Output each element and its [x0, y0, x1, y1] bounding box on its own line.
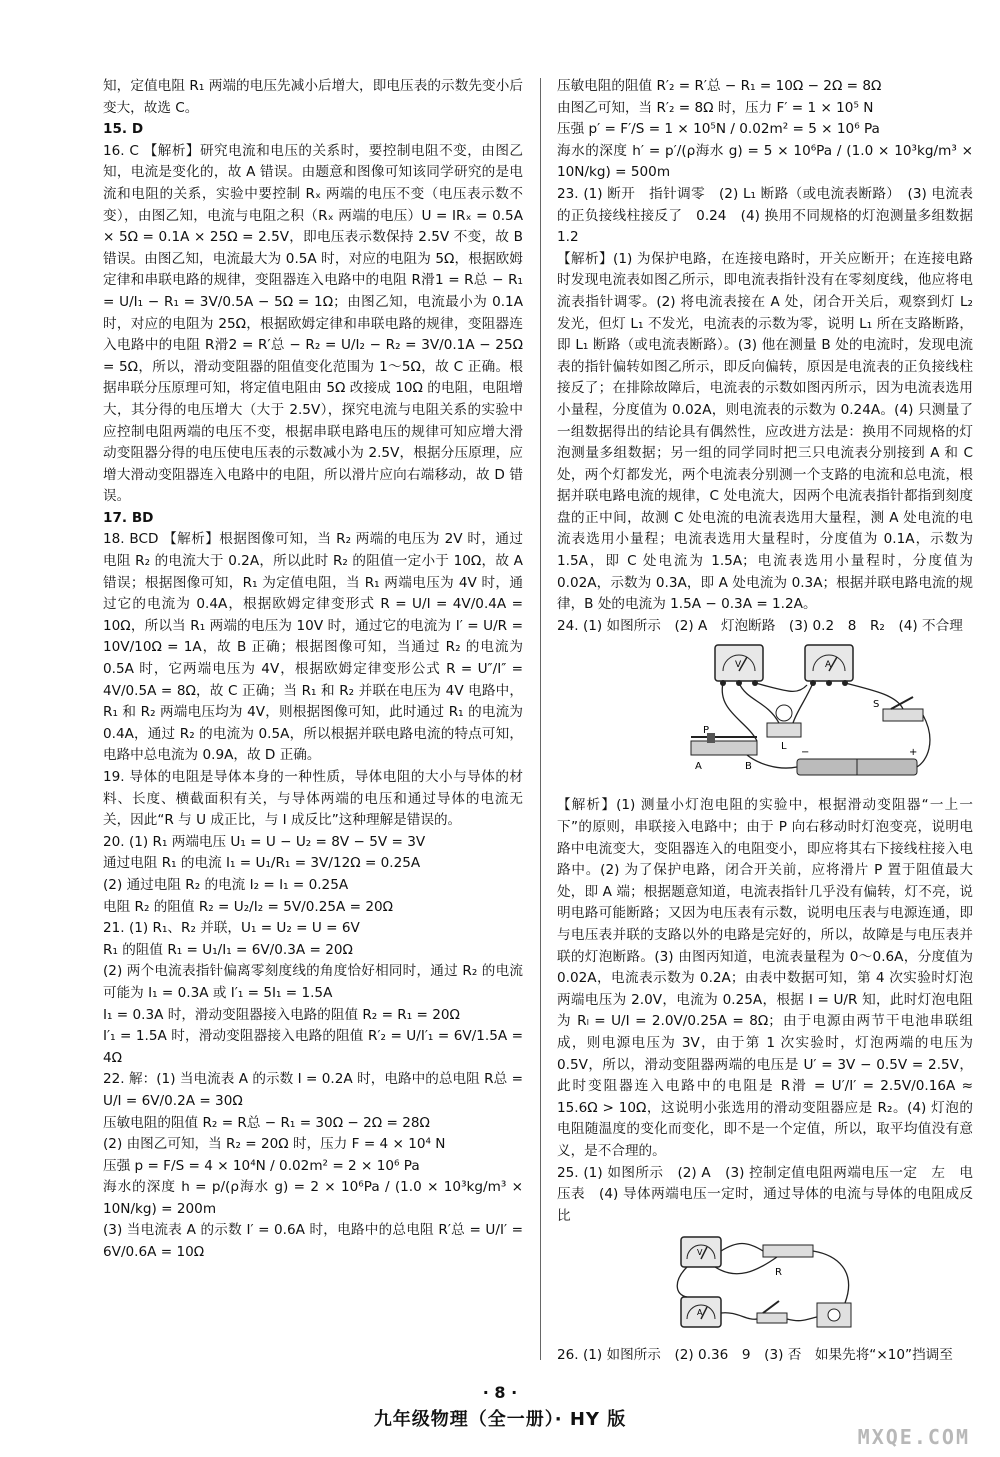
lamp-icon — [767, 705, 801, 752]
answer-14-continued: 知，定值电阻 R₁ 两端的电压先减小后增大，即电压表的示数先变小后变大，故选 C。 — [103, 78, 523, 116]
answer-24: 24. (1) 如图所示 (2) A 灯泡断路 (3) 0.2 8 R₂ (4) 不合理 — [557, 617, 963, 634]
answer-25: 25. (1) 如图所示 (2) A (3) 控制定值电阻两端电压一定 左 电压表 (4) 导体两端电压一定时，通过导体的电流与导体的电阻成反比 — [557, 1164, 973, 1224]
switch-icon — [873, 697, 923, 721]
lamp-label: L — [781, 741, 787, 753]
rheostat-icon — [691, 725, 757, 772]
resistor-label: R — [775, 1267, 782, 1279]
voltmeter-icon — [681, 1237, 721, 1267]
book-title: 九年级物理（全一册）· HY 版 — [373, 1409, 627, 1430]
answer-18: 18. BCD 【解析】根据图像可知，当 R₂ 两端的电压为 2V 时，通过电阻 R₂ 的电流大于 0.2A，所以此时 R₂ 的阻值一定小于 10Ω，故 A 错误；根据图像可知，R₁ 为定值电阻，当 R₁ 两端电压为 4V 时，通过它的电流为 0.4A，根据欧姆定律变形式 R = U/I = 4V/0.4A = 10Ω，所以当 R₁ 两端的电压为 10V 时，通过它的电流为 I′ = U/R = 10V/10Ω = 1A，故 B 正确；根据图像可知，当通过 R₂ 的电流为 0.5A 时，它两端电压为 4V，根据欧姆定律变形公式 R = U″/I″ = 4V/0.5A = 8Ω，故 C 正确；当 R₁ 和 R₂ 并联在电压为 4V 电路中，R₁ 和 R₂ 两端电压均为 4V，则根据图像可知，此时通过 R₁ 的电流为 0.4A，通过 R₂ 的电流为 0.5A，所以根据并联电路电流的特点可知，电路中总电流为 0.9A，故 D 正确。 — [103, 531, 523, 764]
switch-label: S — [873, 699, 880, 711]
circuit-diagram-25 — [667, 1231, 867, 1341]
answer-26: 26. (1) 如图所示 (2) 0.36 9 (3) 否 如果先将“×10”挡调至 — [557, 1347, 953, 1364]
column-divider — [540, 78, 541, 1360]
rheostat-end-a: A — [695, 761, 702, 773]
watermark: MXQE.COM — [857, 1425, 970, 1449]
circuit-diagram-24 — [687, 641, 947, 791]
answer-22-continued: 压敏电阻的阻值 R′₂ = R′总 − R₁ = 10Ω − 2Ω = 8Ω 由图乙可知，当 R′₂ = 8Ω 时，压力 F′ = 1 × 10⁵ N 压强 p′ = F′/S = 1 × 10⁵N / 0.02m² = 5 × 10⁶ Pa 海水的深度 h′ = p′/(ρ海水 g) = 5 × 10⁶Pa / (1.0 × 10³kg/m³ × 10N/kg) = 500m — [557, 78, 973, 181]
left-column — [103, 76, 523, 1264]
voltmeter-label: V — [735, 660, 742, 671]
answer-21: 21. (1) R₁、R₂ 并联，U₁ = U₂ = U = 6V R₁ 的阻值 R₁ = U₁/I₁ = 6V/0.3A = 20Ω (2) 两个电流表指针偏离零刻度线的角度恰好相同时，通过 R₂ 的电流可能为 I₁ = 0.3A 或 I′₁ = 5I₁ = 1.5A I₁ = 0.3A 时，滑动变阻器接入电路的阻值 R₂ = R₁ = 20Ω I′₁ = 1.5A 时，滑动变阻器接入电路的阻值 R′₂ = U/I′₁ = 6V/1.5A = 4Ω — [103, 920, 523, 1066]
ammeter-label: A — [825, 660, 832, 671]
ammeter-label: A — [697, 1308, 703, 1318]
voltmeter-label: V — [697, 1248, 703, 1258]
answer-15: 15. D — [103, 121, 144, 138]
voltmeter-icon — [715, 645, 763, 686]
power-supply-icon — [817, 1303, 851, 1327]
answer-17: 17. BD — [103, 509, 154, 526]
answer-22: 22. 解：(1) 当电流表 A 的示数 I = 0.2A 时，电路中的总电阻 R总 = U/I = 6V/0.2A = 30Ω 压敏电阻的阻值 R₂ = R总 − R₁ = 30Ω − 2Ω = 28Ω (2) 由图乙可知，当 R₂ = 20Ω 时，压力 F = 4 × 10⁴ N 压强 p = F/S = 4 × 10⁴N / 0.02m² = 2 × 10⁶ Pa 海水的深度 h = p/(ρ海水 g) = 2 × 10⁶Pa / (1.0 × 10³kg/m³ × 10N/kg) = 200m (3) 当电流表 A 的示数 I′ = 0.6A 时，电路中的总电阻 R′总 = U/I′ = 6V/0.6A = 10Ω — [103, 1071, 523, 1261]
ammeter-icon — [805, 645, 853, 686]
page-number: · 8 · — [482, 1383, 518, 1402]
battery-plus: + — [909, 747, 918, 759]
ammeter-icon — [681, 1297, 721, 1327]
rheostat-end-b: B — [745, 761, 752, 773]
answer-20: 20. (1) R₁ 两端电压 U₁ = U − U₂ = 8V − 5V = 3V 通过电阻 R₁ 的电流 I₁ = U₁/R₁ = 3V/12Ω = 0.25A (2) 通过电阻 R₂ 的电流 I₂ = I₁ = 0.25A 电阻 R₂ 的阻值 R₂ = U₂/I₂ = 5V/0.25A = 20Ω — [103, 833, 426, 915]
battery-minus: − — [801, 747, 810, 759]
battery-icon — [797, 747, 917, 775]
switch-icon — [757, 1301, 787, 1323]
answer-23: 23. (1) 断开 指针调零 (2) L₁ 断路（或电流表断路） (3) 电流表的正负接线柱接反了 0.24 (4) 换用不同规格的灯泡测量多组数据 1.2 【解析】(1) 为保护电路，在连接电路时，开关应断开；在连接电路时发现电流表如图乙所示，即电流表指针没有在零刻度线，他应将电流表指针调零。(2) 将电流表接在 A 处，闭合开关后，观察到灯 L₂ 发光，但灯 L₁ 不发光，电流表的示数为零，说明 L₁ 所在支路断路，即 L₁ 断路（或电流表断路）。(3) 他在测量 B 处的电流时，发现电流表的指针偏转如图乙所示，即反向偏转，原因是电流表的正负接线柱接反了；在排除故障后，电流表的示数如图丙所示，因为电流表选用小量程，分度值为 0.02A，则电流表的示数为 0.24A。(4) 只测量了一组数据得出的结论具有偶然性，应改进方法是：换用不同规格的灯泡测量多组数据；另一组的同学同时把三只电流表分别接到 A 和 C 处，两个灯都发光，两个电流表分别测一个支路的电流和总电流，根据并联电路电流的规律，C 处电流大，因两个电流表指针都指到刻度盘的正中间，故测 C 处电流的电流表选用大量程，测 A 处电流的电流表选用小量程；电流表选用大量程时，分度值为 0.1A，示数为 1.5A，即 C 处电流为 1.5A；电流表选用小量程时，分度值为 0.02A，示数为 0.3A，即 A 处电流为 0.3A；根据并联电路电流的规律，B 处的电流为 1.5A − 0.3A = 1.2A。 — [557, 185, 973, 613]
answer-19: 19. 导体的电阻是导体本身的一种性质，导体电阻的大小与导体的材料、长度、横截面积有关，与导体两端的电压和通过导体的电流无关，因此“R 与 U 成正比，与 I 成反比”这种理解是错误的。 — [103, 769, 523, 829]
answer-16: 16. C 【解析】研究电流和电压的关系时，要控制电阻不变，由图乙知，电流是变化的，故 A 错误。由题意和图像可知该同学研究的是电流和电阻的关系，实验中要控制 Rₓ 两端的电压不变（电压表示数不变），由图乙知，电流与电阻之积（Rₓ 两端的电压）U = IRₓ = 0.5A × 5Ω = 0.1A × 25Ω = 2.5V，即电压表示数保持 2.5V 不变，故 B 错误。由图乙知，电流最大为 0.5A 时，对应的电阻为 5Ω，根据欧姆定律和串联电路的规律，变阻器连入电路中的电阻 R滑1 = R总 − R₁ = U/I₁ − R₁ = 3V/0.5A − 5Ω = 1Ω；由图乙知，电流最小为 0.1A 时，对应的电阻为 25Ω，根据欧姆定律和串联电路的规律，变阻器连入电路中的电阻 R滑2 = R′总 − R₂ = U/I₂ − R₂ = 3V/0.1A − 25Ω = 5Ω，所以，滑动变阻器的阻值变化范围为 1～5Ω，故 C 正确。根据串联分压原理可知，将定值电阻由 5Ω 改接成 10Ω 的电阻，电阻增大，其分得的电压增大（大于 2.5V），探究电流与电阻关系的实验中应控制电阻两端的电压不变，根据串联电路电压的规律可知应增大滑动变阻器分得的电压使电压表的示数减小为 2.5V，根据分压原理，应增大滑动变阻器连入电路中的电阻，所以滑片应向右端移动，故 D 错误。 — [103, 142, 523, 505]
slider-label: P — [703, 725, 710, 737]
right-column — [557, 76, 973, 1367]
answer-24-explanation: 【解析】(1) 测量小灯泡电阻的实验中，根据滑动变阻器“一上一下”的原则，串联接入电路中；由于 P 向右移动时灯泡变亮，说明电路中电流变大，变阻器连入的电阻变小，即应将其右下接线柱接入电路中。(2) 为了保护电路，闭合开关前，应将滑片 P 置于阻值最大处，即 A 端；根据题意知道，电流表指针几乎没有偏转，灯不亮，说明电路可能断路；又因为电压表有示数，说明电压表与电源连通，即与电压表并联的支路以外的电路是完好的，所以，故障是与电压表并联的灯泡断路。(3) 由图丙知道，电流表量程为 0～0.6A，分度值为 0.02A，电流表示数为 0.2A；由表中数据可知，第 4 次实验时灯泡两端电压为 2.0V，电流为 0.25A，根据 I = U/R 知，此时灯泡电阻为 Rₗ = U/I = 2.0V/0.25A = 8Ω；由于电源由两节干电池串联组成，则电源电压为 3V，由于第 1 次实验时，灯泡两端的电压为 0.5V，所以，滑动变阻器两端的电压是 U′ = 3V − 0.5V = 2.5V，此时变阻器连入电路中的电阻是 R滑 = U′/I′ = 2.5V/0.16A ≈ 15.6Ω > 10Ω，这说明小张选用的滑动变阻器应是 R₂。(4) 灯泡的电阻随温度的变化而变化，即不是一个定值，所以，取平均值没有意义，是不合理的。 — [557, 797, 973, 1159]
